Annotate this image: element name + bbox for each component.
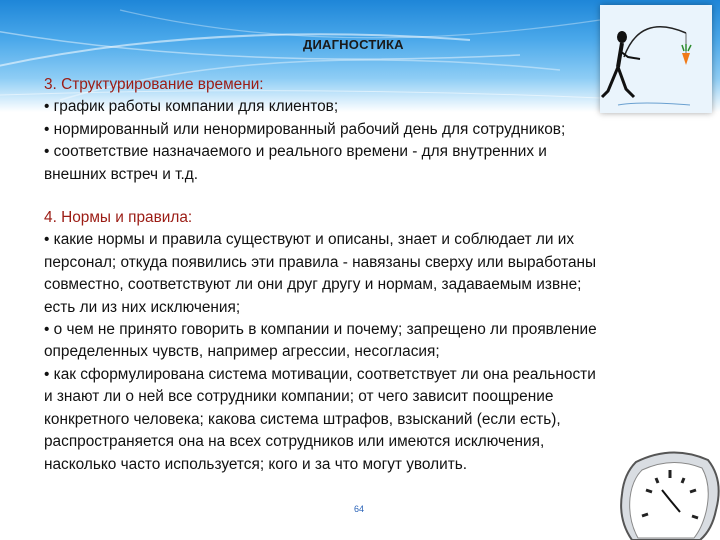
section-3-heading: 3. Структурирование времени: [44, 76, 264, 93]
bullet-line: персонал; откуда появились эти правила - навязаны сверху или выработаны [44, 253, 597, 271]
section-4-heading-text: . Нормы и правила: [52, 209, 193, 227]
bullet-line: внешних встреч и т.д. [44, 165, 199, 183]
section-3-bullet-1: • график работы компании для клиентов; [44, 98, 339, 116]
section-4-number: 4 [44, 209, 53, 227]
section-4-bullet-2 [44, 319, 690, 364]
bullet-line: • соответствие назначаемого и реального времени - для внутренних и [44, 143, 547, 161]
section-4-heading [44, 207, 690, 229]
bullet-line: распространяется она на всех сотрудников или имеются исключения, [44, 433, 545, 451]
section-3-bullet-3 [44, 141, 690, 186]
bullet-line: и знают ли о ней все сотрудники компании; от чего зависит поощрение [44, 388, 554, 406]
slide-title: ДИАГНОСТИКА [303, 37, 404, 52]
page-number: 64 [354, 504, 365, 514]
bullet-line: определенных чувств, например агрессии, несогласия; [44, 343, 440, 361]
slide-body [44, 0, 690, 476]
bullet-line: • о чем не принято говорить в компании и почему; запрещено ли проявление [44, 321, 597, 339]
bullet-line: есть ли из них исключения; [44, 298, 241, 316]
bullet-line: • какие нормы и правила существуют и описаны, знает и соблюдает ли их [44, 231, 575, 249]
section-4-bullet-3 [44, 364, 690, 476]
bullet-line: насколько часто используется; кого и за что могут уволить. [44, 455, 468, 473]
bullet-line: • как сформулирована система мотивации, соответствует ли она реальности [44, 365, 596, 383]
bullet-line: конкретного человека; какова система штрафов, взысканий (если есть), [44, 410, 561, 428]
bullet-line: совместно, соответствуют ли они друг другу и нормам, задаваемым извне; [44, 276, 582, 294]
section-3-bullet-2: • нормированный или ненормированный рабочий день для сотрудников; [44, 120, 566, 138]
section-4-bullet-1 [44, 229, 690, 319]
